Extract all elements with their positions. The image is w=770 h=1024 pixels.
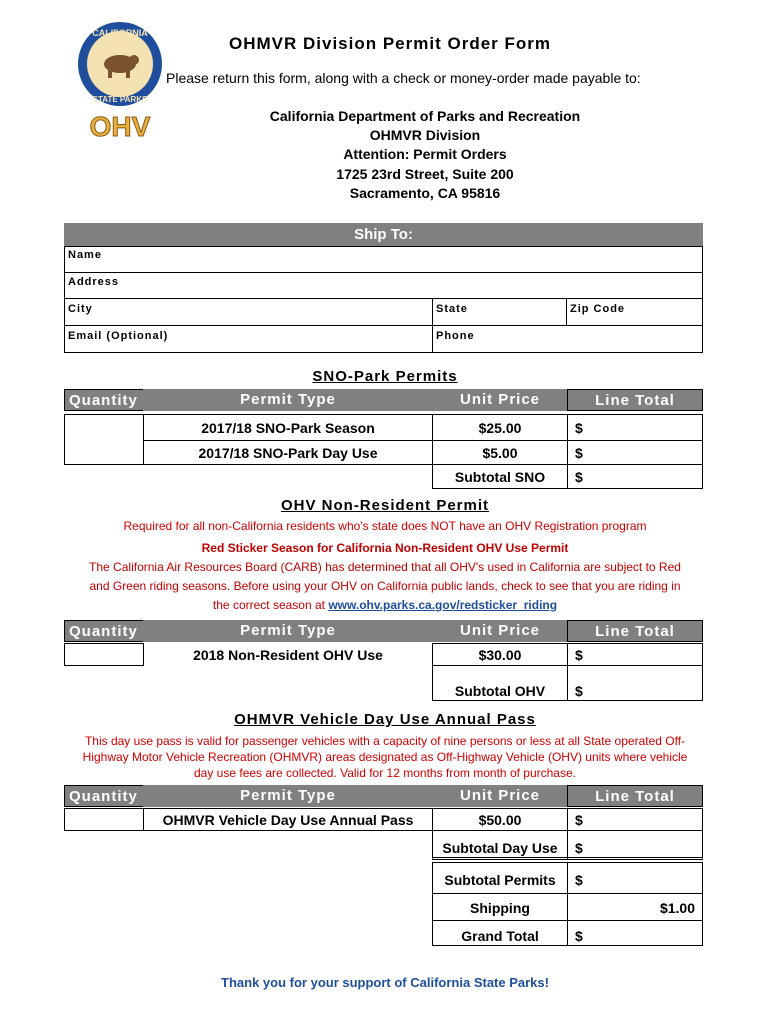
address-line-5: Sacramento, CA 95816 xyxy=(349,185,501,201)
ohv-total-cell[interactable] xyxy=(567,643,703,666)
city-label: City xyxy=(68,303,93,315)
sno-subtotal-label: Subtotal SNO xyxy=(454,469,546,485)
zip-label: Zip Code xyxy=(570,303,626,315)
day-use-note-3: day use fees are collected. Valid for 12 months from month of purchase. xyxy=(194,766,576,780)
subtotal-permits-label: Subtotal Permits xyxy=(444,872,556,888)
grand-total-label: Grand Total xyxy=(461,928,539,944)
svg-text:STATE PARKS: STATE PARKS xyxy=(92,95,148,104)
ohv-subtotal-label: Subtotal OHV xyxy=(454,683,546,699)
ohv-section-title: OHV Non-Resident Permit xyxy=(280,497,490,514)
day-use-note-1: This day use pass is valid for passenger vehicles with a capacity of nine persons or less at all State operated Off- xyxy=(84,734,686,748)
sno-dayuse-total: $ xyxy=(575,445,583,461)
day-use-section-title: OHMVR Vehicle Day Use Annual Pass xyxy=(234,711,536,728)
shipping-label: Shipping xyxy=(470,900,530,916)
ohv-subtotal-value: $ xyxy=(575,683,583,699)
sno-unit-price-header: Unit Price xyxy=(432,389,568,411)
sno-season-type: 2017/18 SNO-Park Season xyxy=(201,420,375,436)
day-use-total-cell[interactable] xyxy=(567,808,703,831)
day-use-type: OHMVR Vehicle Day Use Annual Pass xyxy=(162,812,414,828)
state-label: State xyxy=(436,303,468,315)
day-use-subtotal-cell[interactable] xyxy=(567,830,703,860)
address-field[interactable] xyxy=(64,272,703,299)
sno-subtotal-value: $ xyxy=(575,469,583,485)
day-use-total: $ xyxy=(575,812,583,828)
ohv-subtotal-cell[interactable] xyxy=(567,665,703,701)
red-sticker-title: Red Sticker Season for California Non-Resident OHV Use Permit xyxy=(201,541,569,555)
ship-to-header: Ship To: xyxy=(64,223,703,247)
ohv-line-total-header: Line Total xyxy=(567,620,703,642)
email-label: Email (Optional) xyxy=(68,330,169,342)
ohv-quantity-input[interactable] xyxy=(64,643,144,666)
city-field[interactable] xyxy=(64,298,433,326)
address-label: Address xyxy=(68,276,120,288)
red-sticker-text-3-row xyxy=(0,598,770,612)
address-line-1: California Department of Parks and Recreation xyxy=(269,108,581,124)
sno-season-total: $ xyxy=(575,420,583,436)
address-line-2: OHMVR Division xyxy=(369,127,481,143)
day-use-note-2: Highway Motor Vehicle Recreation (OHMVR) areas designated as Off-Highway Vehicle (OHV) units where vehicle xyxy=(82,750,688,764)
ohv-quantity-header: Quantity xyxy=(64,620,144,642)
sno-season-total-cell[interactable] xyxy=(567,414,703,441)
subtotal-permits-value[interactable]: $ xyxy=(575,872,583,888)
svg-text:OHV: OHV xyxy=(89,111,151,140)
sno-dayuse-type: 2017/18 SNO-Park Day Use xyxy=(198,445,378,461)
sno-quantity-input[interactable] xyxy=(64,414,144,465)
ohv-required-note: Required for all non-California residents who's state does NOT have an OHV Registration program xyxy=(123,519,647,533)
day-use-subtotal-label: Subtotal Day Use xyxy=(442,840,558,856)
red-sticker-text-2: and Green riding seasons. Before using your OHV on California public lands, check to see that you are riding in xyxy=(89,579,681,593)
day-use-line-total-header: Line Total xyxy=(567,785,703,807)
day-use-unit-price-header: Unit Price xyxy=(432,785,568,807)
sno-season-price: $25.00 xyxy=(478,420,522,436)
sno-subtotal-cell[interactable] xyxy=(567,464,703,489)
shipping-value: $1.00 xyxy=(659,900,695,916)
sno-quantity-header: Quantity xyxy=(64,389,144,411)
ohv-total: $ xyxy=(575,647,583,663)
sno-dayuse-total-cell[interactable] xyxy=(567,440,703,465)
day-use-quantity-input[interactable] xyxy=(64,808,144,831)
ohv-unit-price-header: Unit Price xyxy=(432,620,568,642)
day-use-quantity-header: Quantity xyxy=(64,785,144,807)
sno-line-total-header: Line Total xyxy=(567,389,703,411)
grand-total-value[interactable]: $ xyxy=(575,928,583,944)
sno-dayuse-price: $5.00 xyxy=(482,445,518,461)
ohv-price: $30.00 xyxy=(478,647,522,663)
sno-park-section-title: SNO-Park Permits xyxy=(312,368,458,385)
red-sticker-text-3: the correct season at xyxy=(212,598,325,612)
day-use-permit-type-header: Permit Type xyxy=(143,785,433,807)
svg-text:CALIFORNIA: CALIFORNIA xyxy=(92,28,148,38)
name-field[interactable] xyxy=(64,246,703,273)
return-instructions: Please return this form, along with a check or money-order made payable to: xyxy=(166,70,641,86)
ohv-type: 2018 Non-Resident OHV Use xyxy=(193,647,383,663)
address-line-4: 1725 23rd Street, Suite 200 xyxy=(336,166,514,182)
page-title: OHMVR Division Permit Order Form xyxy=(229,34,551,53)
ohv-permit-type-header: Permit Type xyxy=(143,620,433,642)
california-state-parks-ohv-logo xyxy=(74,20,166,140)
red-sticker-text-1: The California Air Resources Board (CARB) has determined that all OHV's used in California are subject to Red xyxy=(89,560,681,574)
sno-permit-type-header: Permit Type xyxy=(143,389,433,411)
phone-label: Phone xyxy=(436,330,475,342)
name-label: Name xyxy=(68,249,102,261)
footer-thank-you: Thank you for your support of California State Parks! xyxy=(221,975,549,990)
address-line-3: Attention: Permit Orders xyxy=(343,146,507,162)
day-use-subtotal-value: $ xyxy=(575,840,583,856)
day-use-price: $50.00 xyxy=(478,812,522,828)
red-sticker-link[interactable]: www.ohv.parks.ca.gov/redsticker_riding xyxy=(328,598,558,612)
